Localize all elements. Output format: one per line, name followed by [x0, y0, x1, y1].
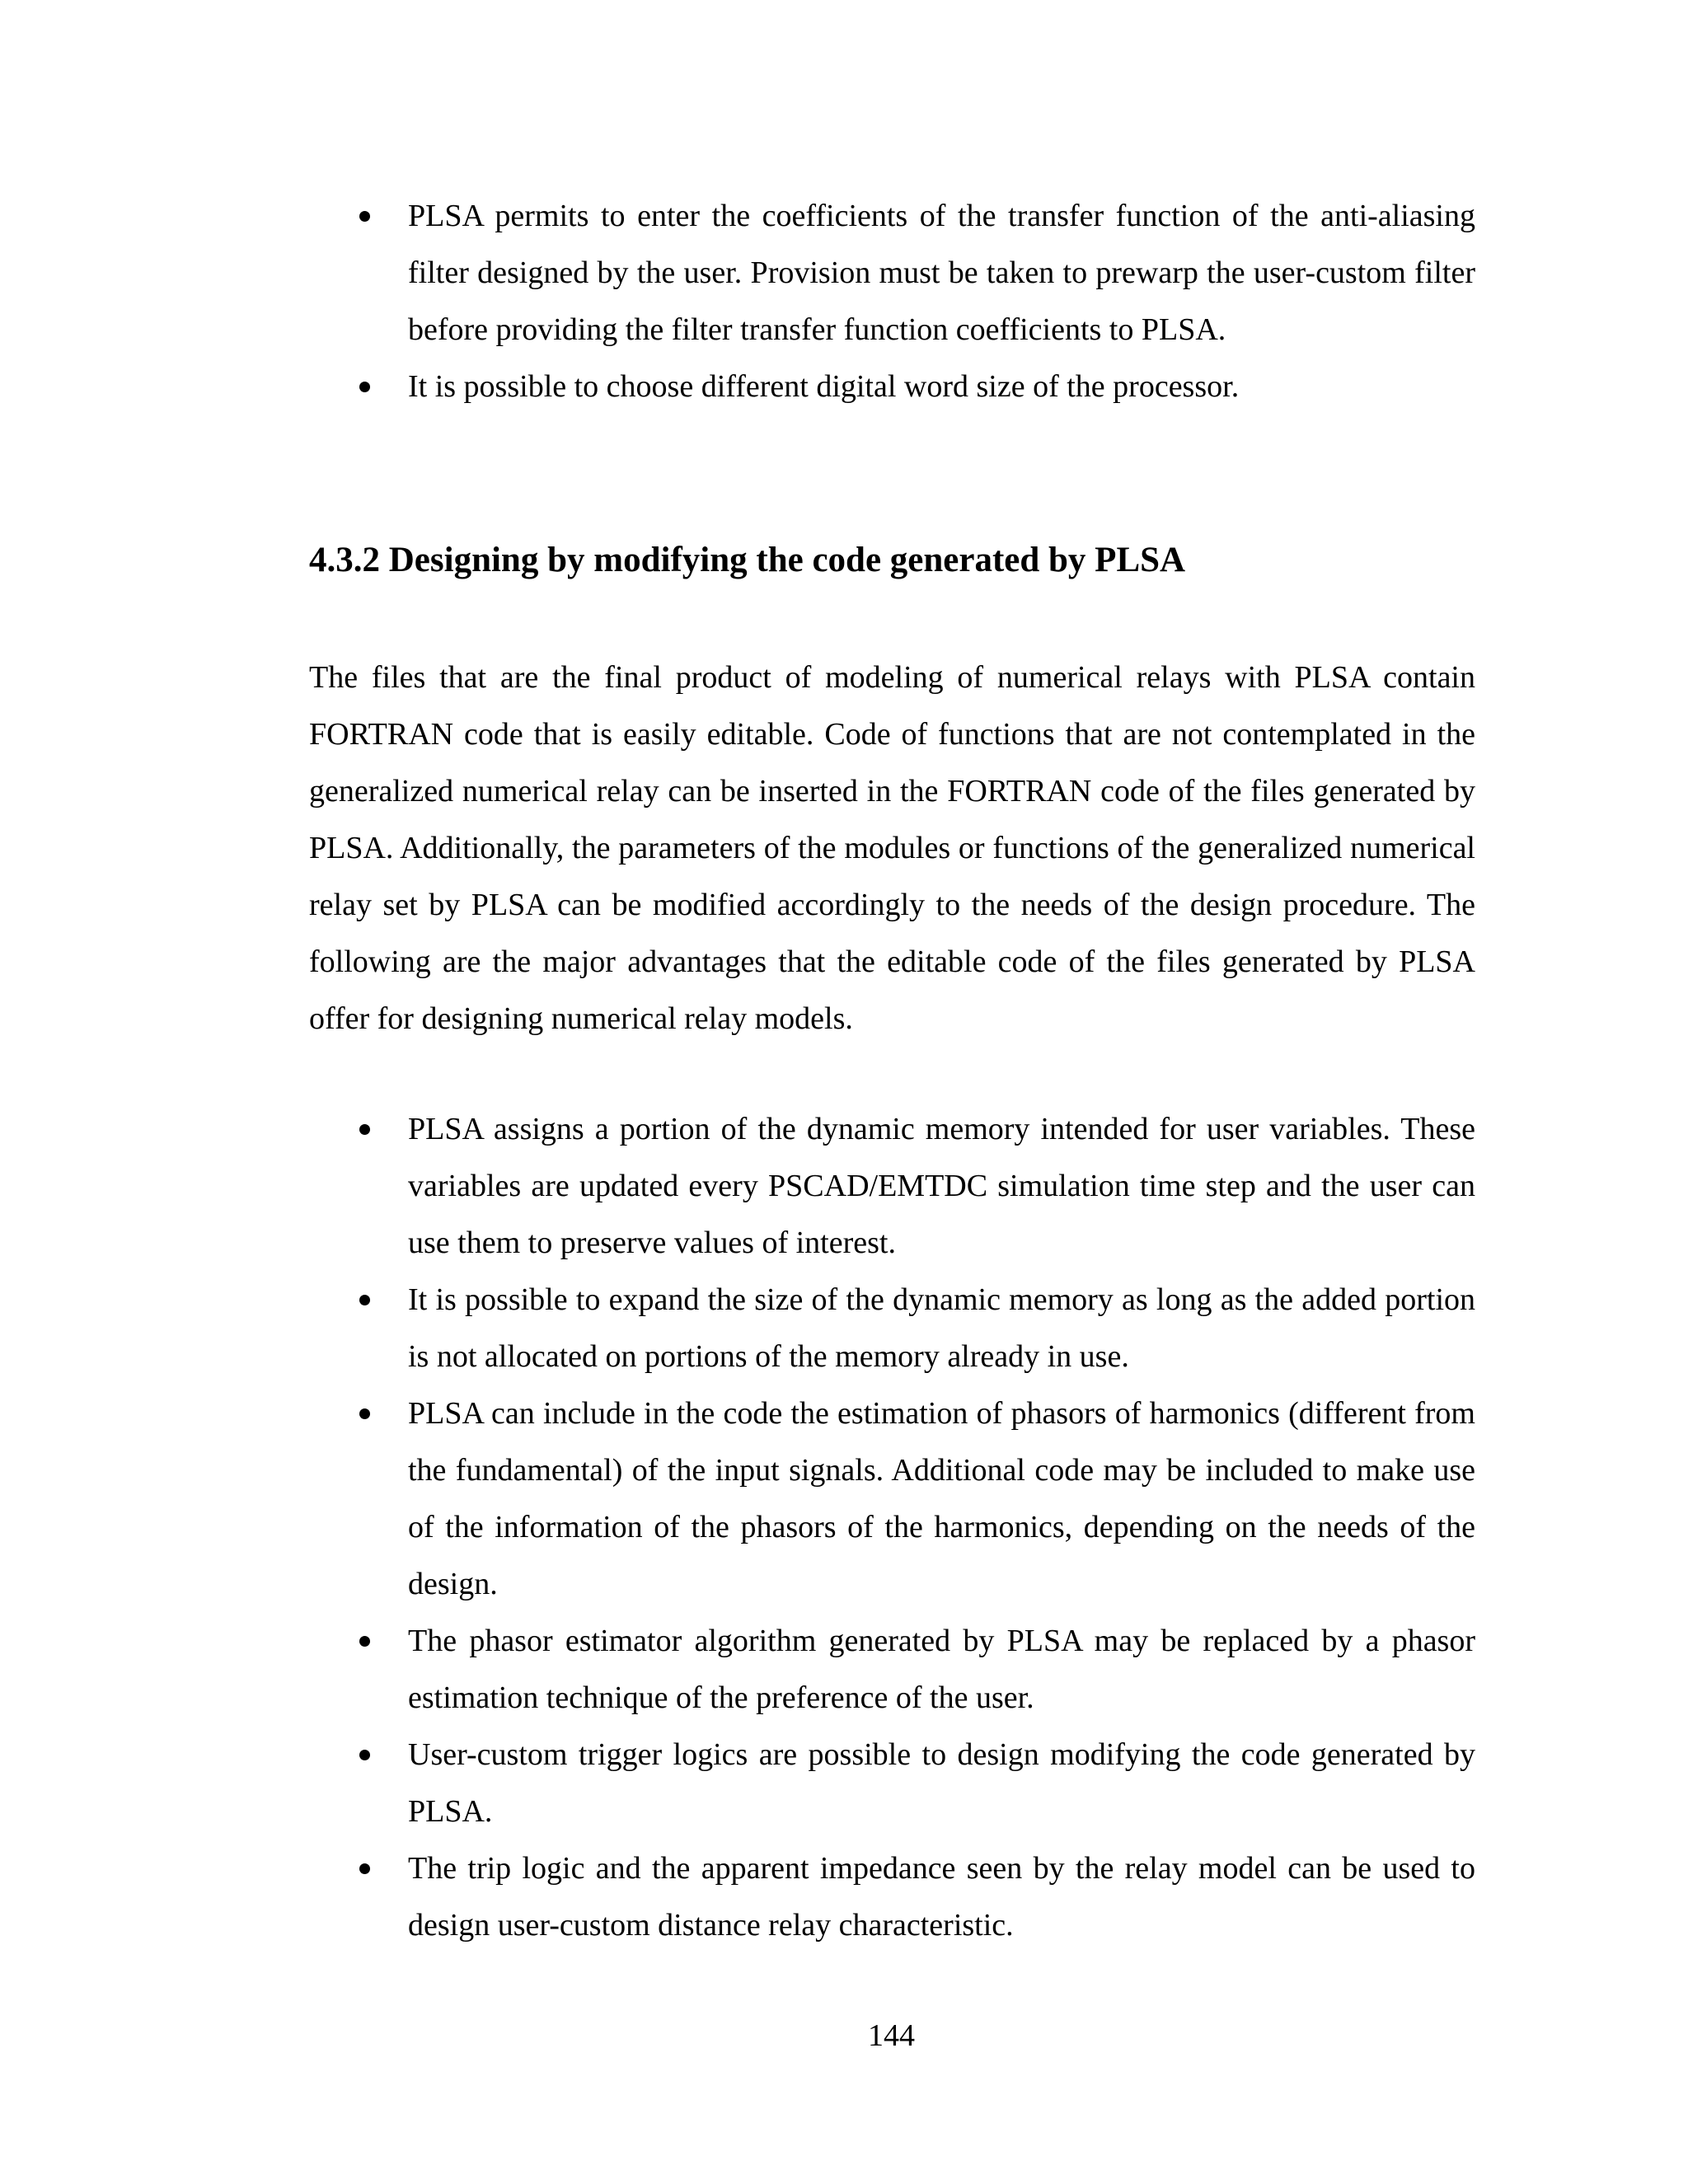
bottom-bullet-list	[309, 1101, 1475, 1954]
top-bullet-list	[309, 188, 1475, 415]
list-item	[309, 359, 1475, 415]
bullet-icon	[359, 1124, 370, 1135]
list-item-text: PLSA can include in the code the estimation of phasors of harmonics (different from the fundamental) of the input signals. Additional code may be included to make use of the information of the phasors of the harmonics, depending on the needs of the design.	[408, 1396, 1475, 1601]
bullet-icon	[359, 1636, 370, 1647]
list-item-text: PLSA permits to enter the coefficients of the transfer function of the anti-aliasing filter designed by the user. Provision must be taken to prewarp the user-custom filter before providing the filter transfer function coefficients to PLSA.	[408, 199, 1475, 347]
list-item	[309, 1727, 1475, 1840]
bullet-icon	[359, 382, 370, 392]
bullet-icon	[359, 211, 370, 222]
bullet-icon	[359, 1863, 370, 1874]
list-item-text: The phasor estimator algorithm generated by PLSA may be replaced by a phasor estimation technique of the preference of the user.	[408, 1624, 1475, 1715]
bullet-icon	[359, 1408, 370, 1419]
list-item	[309, 1613, 1475, 1727]
list-item-text: It is possible to expand the size of the dynamic memory as long as the added portion is not allocated on portions of the memory already in use.	[408, 1282, 1475, 1374]
bullet-icon	[359, 1295, 370, 1305]
page-number: 144	[868, 2018, 915, 2053]
bullet-icon	[359, 1750, 370, 1760]
list-item	[309, 188, 1475, 359]
body-paragraph: The files that are the final product of modeling of numerical relays with PLSA contain FORTRAN code that is easily editable. Code of functions that are not contemplated in the generalized numerical relay can be inserted in the FORTRAN code of the files generated by PLSA. Additionally, the parameters of the modules or functions of the generalized numerical relay set by PLSA can be modified accordingly to the needs of the design procedure. The following are the major advantages that the editable code of the files generated by PLSA offer for designing numerical relay models.	[309, 660, 1475, 1036]
section-heading: 4.3.2 Designing by modifying the code generated by PLSA	[309, 541, 1186, 579]
list-item-text: It is possible to choose different digital word size of the processor.	[408, 369, 1240, 404]
list-item	[309, 1272, 1475, 1385]
list-item-text: The trip logic and the apparent impedance seen by the relay model can be used to design user-custom distance relay characteristic.	[408, 1851, 1475, 1943]
list-item	[309, 1385, 1475, 1613]
list-item	[309, 1840, 1475, 1954]
list-item	[309, 1101, 1475, 1272]
list-item-text: User-custom trigger logics are possible to design modifying the code generated by PLSA.	[408, 1737, 1475, 1829]
list-item-text: PLSA assigns a portion of the dynamic memory intended for user variables. These variables are updated every PSCAD/EMTDC simulation time step and the user can use them to preserve values of interest.	[408, 1112, 1475, 1260]
